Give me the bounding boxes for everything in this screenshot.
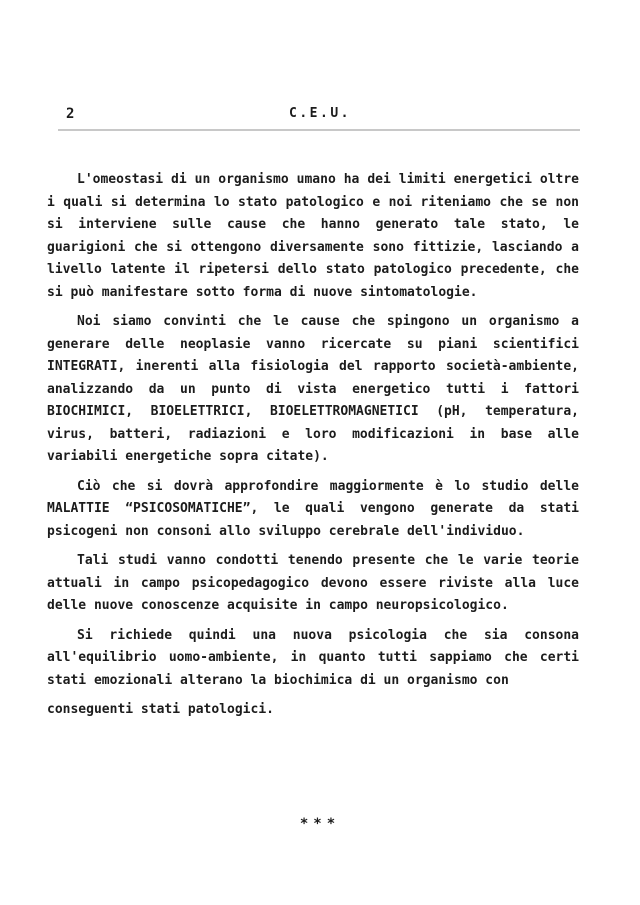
paragraph [47, 169, 579, 304]
text-line: attuali in campo psicopedagogico devono essere riviste alla luce [47, 575, 579, 591]
text-line: Tali studi vanno condotti tenendo presente che le varie teorie [77, 553, 579, 568]
footer-separator: *** [299, 816, 341, 832]
text-line: generare delle neoplasie vanno ricercate su piani scientifici [47, 336, 579, 352]
page-number: 2 [66, 106, 75, 122]
text-line: psicogeni non consoni allo sviluppo cerebrale dell'individuo. [47, 523, 525, 539]
paragraph [47, 699, 579, 722]
text-line: MALATTIE “PSICOSOMATICHE”, le quali vengono generate da stati [47, 501, 579, 516]
text-line: analizzando da un punto di vista energetico tutti i fattori [47, 381, 579, 397]
text-line: INTEGRATI, inerenti alla fisiologia del rapporto società-ambiente, [47, 359, 579, 374]
text-line: i quali si determina lo stato patologico e noi riteniamo che se non [47, 194, 579, 210]
text-line: Ciò che si dovrà approfondire maggiormente è lo studio delle [77, 478, 579, 494]
header-title: C.E.U. [289, 106, 351, 121]
paragraph [47, 311, 579, 469]
text-line: Noi siamo convinti che le cause che spingono un organismo a [77, 314, 579, 329]
text-line: delle nuove conoscenze acquisite in campo neuropsicologico. [47, 598, 509, 613]
text-line: livello latente il ripetersi dello stato patologico precedente, che [47, 262, 579, 277]
text-line: L'omeostasi di un organismo umano ha dei limiti energetici oltre [77, 172, 579, 187]
text-line: conseguenti stati patologici. [47, 702, 274, 717]
paragraph [47, 476, 579, 544]
text-line: stati emozionali alterano la biochimica di un organismo con [47, 672, 509, 688]
text-line: si può manifestare sotto forma di nuove sintomatologie. [47, 284, 478, 300]
paragraph [47, 550, 579, 618]
text-line: all'equilibrio uomo-ambiente, in quanto tutti sappiamo che certi [47, 650, 579, 665]
text-line: variabili energetiche sopra citate). [47, 449, 329, 464]
text-line: virus, batteri, radiazioni e loro modificazioni in base alle [47, 426, 579, 442]
text-line: si interviene sulle cause che hanno generato tale stato, le [47, 217, 579, 232]
text-line: BIOCHIMICI, BIOELETTRICI, BIOELETTROMAGNETICI (pH, temperatura, [47, 404, 579, 419]
text-line: guarigioni che si ottengono diversamente sono fittizie, lasciando a [47, 239, 579, 255]
document-body [47, 169, 579, 729]
header-divider [58, 129, 580, 131]
paragraph [47, 625, 579, 693]
text-line: Si richiede quindi una nuova psicologia che sia consona [77, 627, 579, 643]
